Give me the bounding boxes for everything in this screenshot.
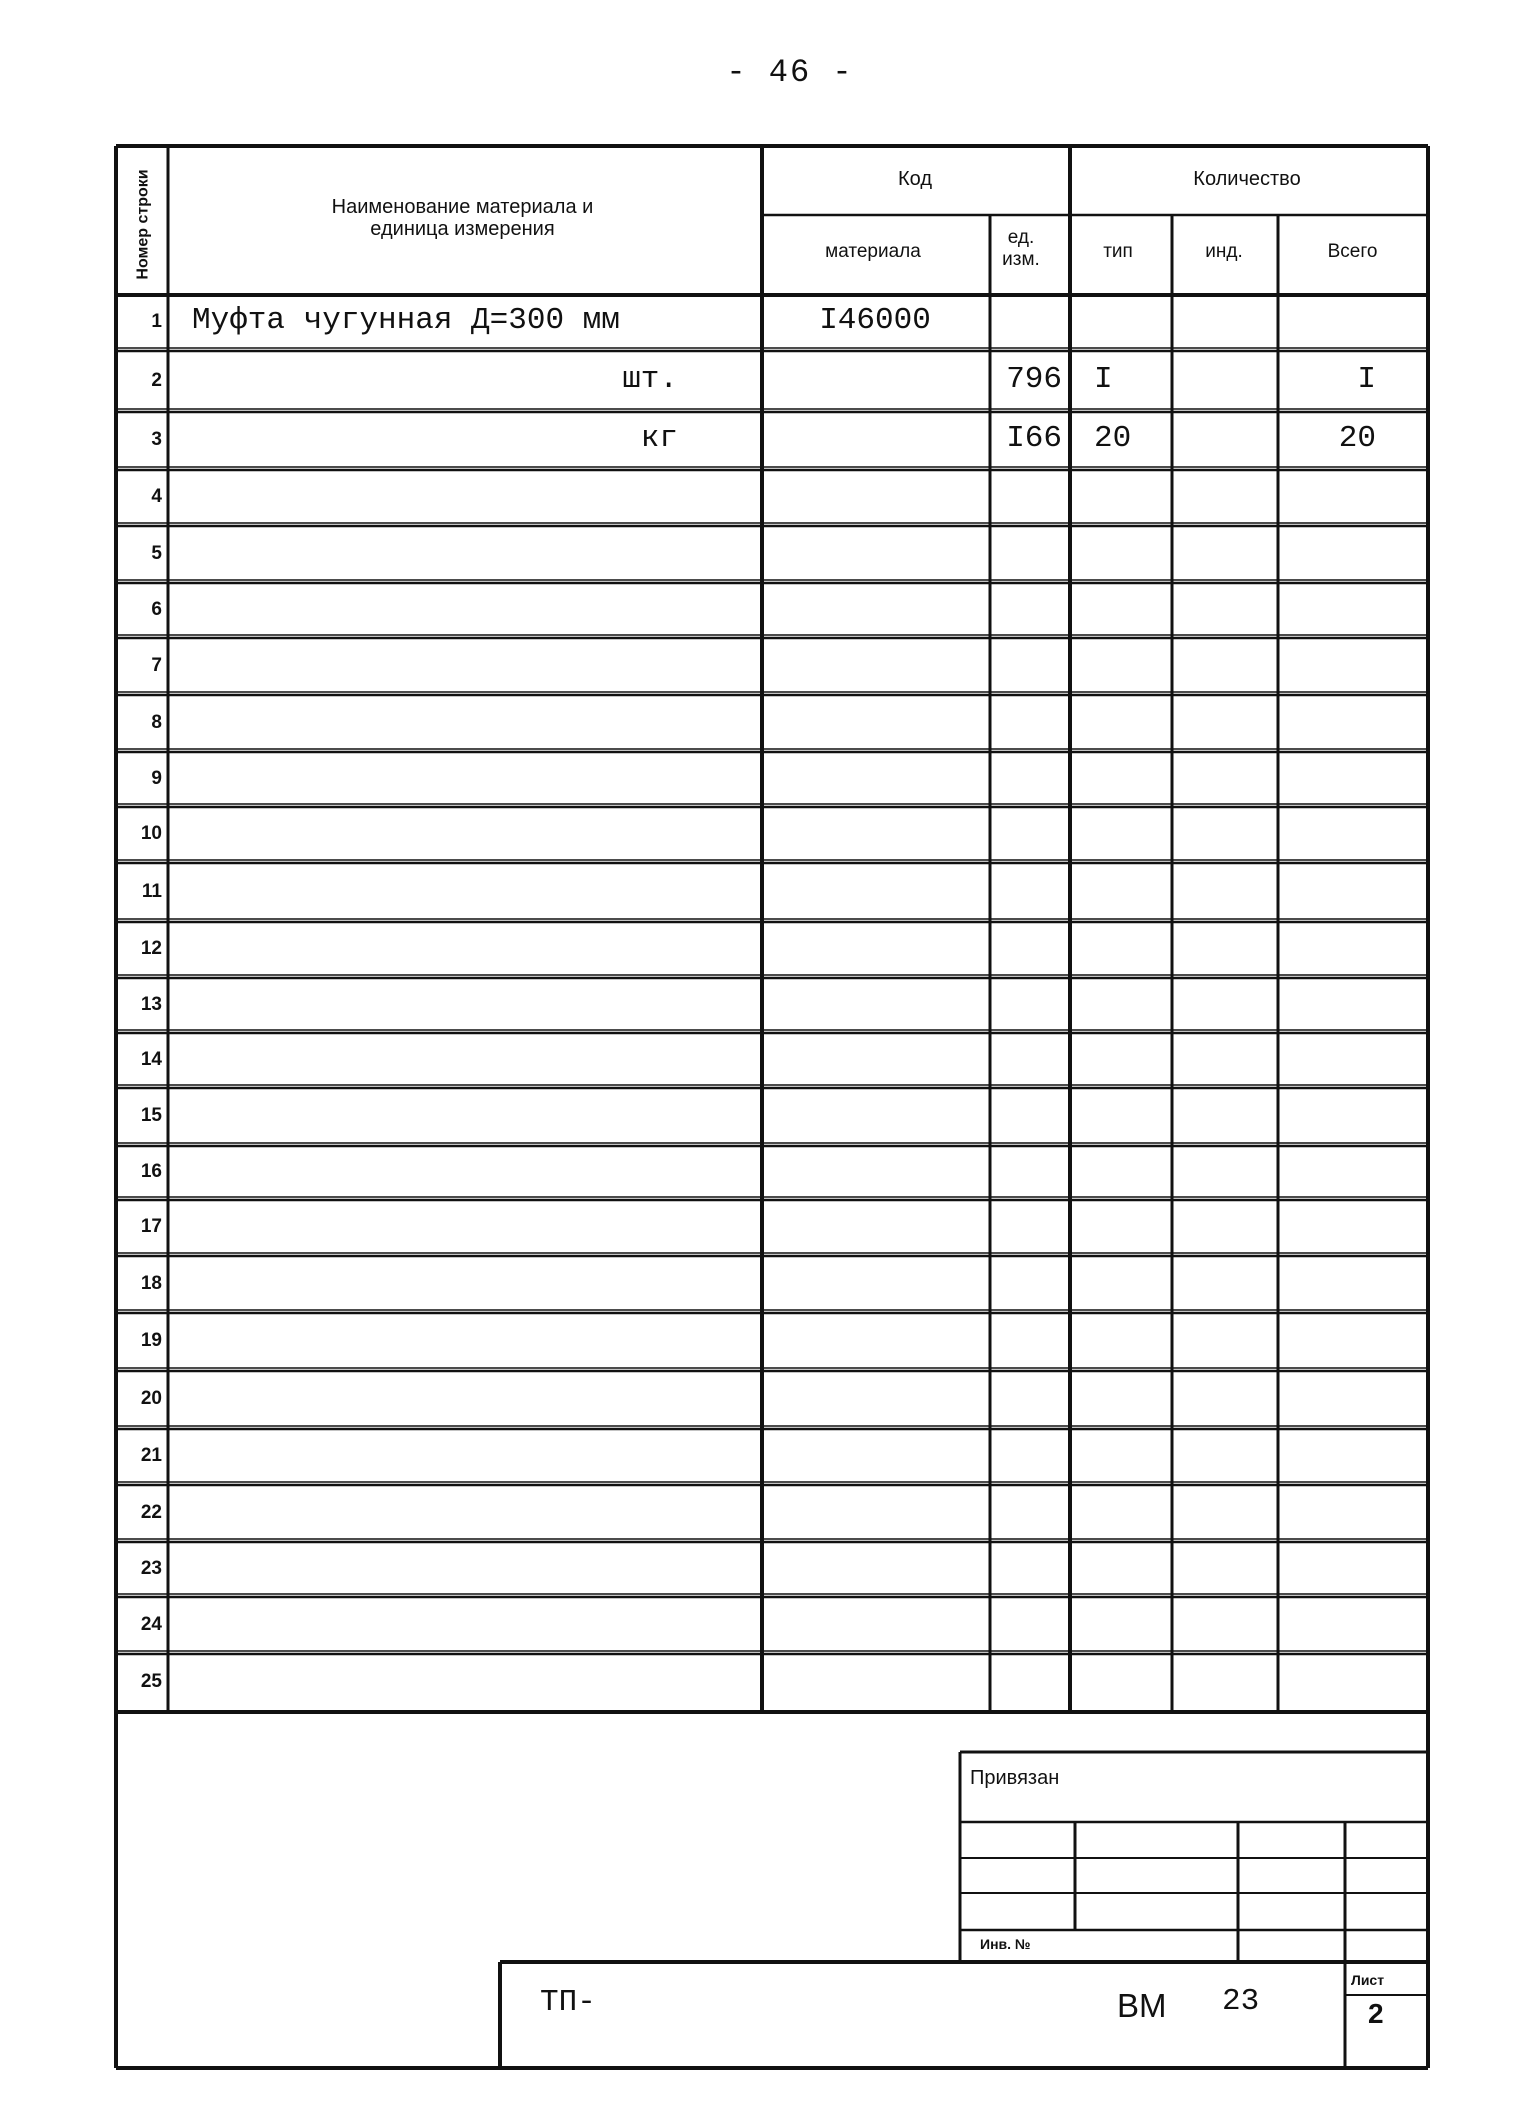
row-number: 25 <box>140 1671 162 1692</box>
type-quantity: I <box>1094 362 1113 397</box>
name-header: Наименование материала и единица измерения <box>331 196 594 240</box>
row-number: 16 <box>140 1161 162 1182</box>
total-quantity: 20 <box>1338 421 1376 456</box>
row-number: 5 <box>151 543 162 564</box>
total-header: Всего <box>1327 241 1378 262</box>
row-number: 6 <box>151 599 162 620</box>
row-number: 2 <box>151 370 162 391</box>
quantity-header: Количество <box>1193 168 1301 190</box>
row-number: 21 <box>140 1445 162 1466</box>
ind-header: инд. <box>1205 241 1243 262</box>
row-number: 15 <box>140 1105 162 1126</box>
page-number: - 46 - <box>726 54 854 91</box>
material-name: Муфта чугунная Д=300 мм <box>192 303 620 338</box>
row-number: 1 <box>151 311 162 332</box>
type-quantity: 20 <box>1094 421 1132 456</box>
row-number: 13 <box>140 994 162 1015</box>
row-number: 22 <box>140 1502 162 1523</box>
row-number: 18 <box>140 1273 162 1294</box>
unit-code-header: ед. изм. <box>1002 227 1040 270</box>
inventory-number-label: Инв. № <box>980 1936 1031 1952</box>
row-number: 19 <box>140 1330 162 1351</box>
row-number: 3 <box>151 429 162 450</box>
row-number: 7 <box>151 655 162 676</box>
unit-code: I66 <box>1006 421 1062 456</box>
code-header: Код <box>897 168 932 190</box>
row-number: 10 <box>140 823 162 844</box>
row-number: 9 <box>151 768 162 789</box>
row-number: 11 <box>141 881 162 902</box>
row-number: 12 <box>140 938 162 959</box>
material-code-header: материала <box>825 241 921 262</box>
sheet-label: Лист <box>1351 1972 1385 1988</box>
material-code: I46000 <box>819 303 931 338</box>
sheet-number: 2 <box>1368 1998 1384 2029</box>
material-name: кг <box>640 421 678 456</box>
document-number: 23 <box>1222 1984 1260 2019</box>
total-quantity: I <box>1357 362 1376 397</box>
row-number: 23 <box>140 1558 162 1579</box>
row-number: 14 <box>140 1049 162 1070</box>
material-name: шт. <box>622 362 678 397</box>
row-number: 17 <box>140 1216 162 1237</box>
section-code: ВМ <box>1117 1987 1167 2024</box>
row-number-header-label: Номер строки <box>134 169 152 280</box>
row-number: 20 <box>140 1388 162 1409</box>
row-number: 8 <box>151 712 162 733</box>
row-number: 4 <box>151 486 162 507</box>
linked-label: Привязан <box>970 1767 1060 1789</box>
row-number: 24 <box>140 1614 162 1635</box>
type-header: тип <box>1103 241 1133 262</box>
document-code: ТП- <box>540 1985 596 2020</box>
unit-code: 796 <box>1006 362 1062 397</box>
row-number-header <box>118 155 168 295</box>
